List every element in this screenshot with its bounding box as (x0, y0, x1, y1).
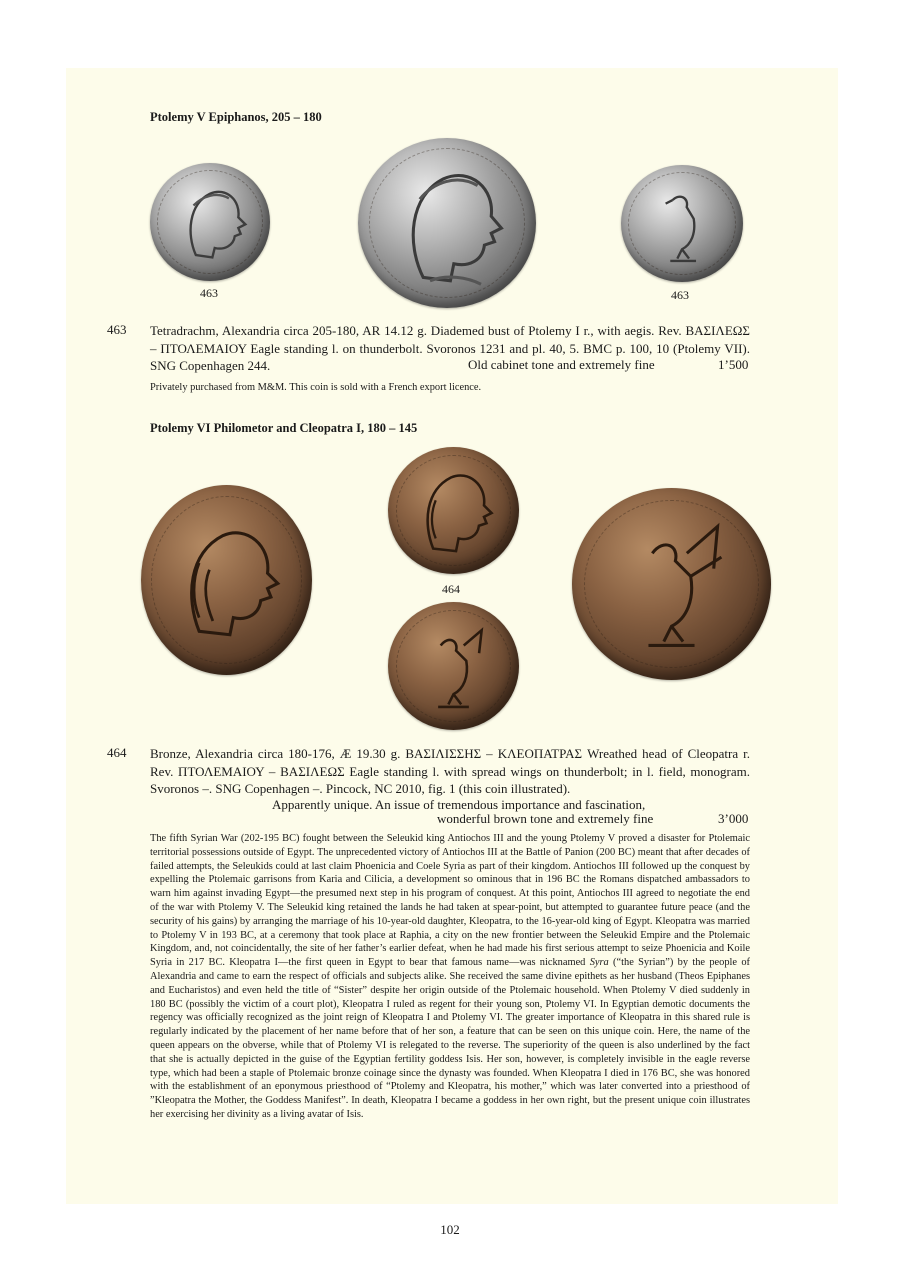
lot-464-condition-line-1: Apparently unique. An issue of tremendous importance and fascination, (272, 797, 646, 812)
essay-text: (“the Syrian”) by the people of Alexandria and came to earn the respect of officials and subjects alike. She received the same divine epithets as her husband (Theos Epiphanes and Eucharistos) and even held the title of “Sister” despite her origin outside of the Ptolemaic household. When Ptolemy V died suddenly in 180 BC (possibly the victim of a court plot), Kleopatra I ruled as regent for their young son, Ptolemy VI. In Egyptian demotic documents the regency was officially recognized as the joint reign of Kleopatra I and Ptolemy VI. The greater importance of Kleopatra in this shared rule is regularly indicated by the placement of her name before that of her son, a feature that can be seen on this unique coin. Here, the name of the queen appears on the obverse, while that of Ptolemy VI is relegated to the reverse. The superiority of the queen is also underlined by the fact that she is actually depicted in the guise of the Egyptian fertility goddess Isis. Her son, however, is completely invisible in the eagle reverse type, which had been a staple of Ptolemaic bronze coinage since the dynasty was founded. When Kleopatra I died in 176 BC, she was honored with the establishment of an eponymous priesthood of “Ptolemy and Kleopatra, his mother,” which was later converted into a priesthood of ”Kleopatra the Mother, the Goddess Manifest”. In death, Kleopatra I became a goddess in her own right, but the present unique coin illustrates her exercising her divinity as a living avatar of Isis. (150, 957, 750, 1120)
coin-463-obverse-enlarged-image (358, 138, 536, 308)
lot-463-condition: Old cabinet tone and extremely fine (468, 357, 655, 372)
page-number: 102 (440, 1222, 460, 1237)
essay-text: The fifth Syrian War (202-195 BC) fought between the Seleukid king Antiochos III and the young Ptolemy V proved a disaster for Ptolemaic territorial possessions outside of Egypt. The unprecedented victory of Antiochos III at the Battle of Panion (200 BC) meant that after decades of failed attempts, the Seleukids could at last claim Phoenicia and Coele Syria as part of their kingdom. Antiochos III followed up the conquest by expelling the Ptolemaic garrisons from Karia and Cilicia, a development so ominous that in 196 BC the Romans dispatched ambassadors to warn him against invading Egypt—the presumed next step in his program of conquest. At this point, Antiochos III agreed to negotiate the end of the war with Ptolemy V. The Seleukid king retained the lands he had taken at spear-point, but attempted to guarantee future peace (and the security of his gains) by arranging the marriage of his 10-year-old daughter, Kleopatra, to the 16-year-old king of Egypt. Kleopatra was married to Ptolemy V in 193 BC, at a ceremony that took place at Raphia, a city on the new frontier between the Seleukid Empire and the Ptolemaic Kingdom, and, not coincidentally, the site of her father’s earlier defeat, when he had made his first serious attempt to seize Phoenicia and Koile Syria in 217 BC. Kleopatra I—the first queen in Egypt to bear that famous name—was nicknamed (150, 833, 750, 969)
lot-464-condition-line-2: wonderful brown tone and extremely fine (437, 811, 654, 826)
eagle-icon (572, 488, 771, 680)
section-title-ptolemy-v: Ptolemy V Epiphanos, 205 – 180 (150, 110, 322, 124)
queen-head-icon (388, 447, 519, 574)
lot-number: 464 (107, 745, 127, 760)
coin-464-obverse-enlarged-image (141, 485, 312, 675)
lot-463-estimate: 1’500 (718, 357, 749, 372)
coin-label: 463 (200, 286, 218, 300)
queen-head-icon (141, 485, 312, 675)
lot-463-description: Tetradrachm, Alexandria circa 205-180, AR 14.12 g. Diademed bust of Ptolemy I r., with aegis. Rev. ΒΑΣΙΛΕΩΣ – ΠΤΟΛΕΜΑΙΟΥ Eagle standing l. on thunderbolt. Svoronos 1231 and pl. 40, 5. BMC p. 100, 10 (Ptolemy VII). SNG Copenhagen 244. (150, 323, 750, 373)
lot-464-estimate: 3’000 (718, 811, 749, 826)
lot-number: 463 (107, 322, 127, 337)
coin-463-reverse-image (621, 165, 743, 282)
essay-italic-term: Syra (589, 957, 609, 969)
coin-463-obverse-small-image (150, 163, 270, 281)
eagle-icon (621, 165, 743, 282)
coin-label: 463 (671, 288, 689, 302)
section-title-ptolemy-vi: Ptolemy VI Philometor and Cleopatra I, 180 – 145 (150, 421, 418, 435)
bust-icon (150, 163, 270, 281)
lot-463-provenance-note: Privately purchased from M&M. This coin is sold with a French export licence. (150, 382, 482, 393)
eagle-icon (388, 602, 519, 730)
lot-464-essay (150, 832, 750, 1122)
coin-464-obverse-small-image (388, 447, 519, 574)
coin-label: 464 (442, 582, 460, 596)
coin-464-reverse-enlarged-image (572, 488, 771, 680)
lot-464-description: Bronze, Alexandria circa 180-176, Æ 19.30 g. ΒΑΣΙΛΙΣΣΗΣ – ΚΛΕΟΠΑΤΡΑΣ Wreathed head of Cleopatra r. Rev. ΠΤΟΛΕΜΑΙΟΥ – ΒΑΣΙΛΕΩΣ Eagle standing l. with spread wings on thunderbolt; in l. field, monogram. Svoronos –. SNG Copenhagen –. Pincock, NC 2010, fig. 1 (this coin illustrated). (150, 746, 750, 796)
coin-464-reverse-small-image (388, 602, 519, 730)
bust-icon (358, 138, 536, 308)
